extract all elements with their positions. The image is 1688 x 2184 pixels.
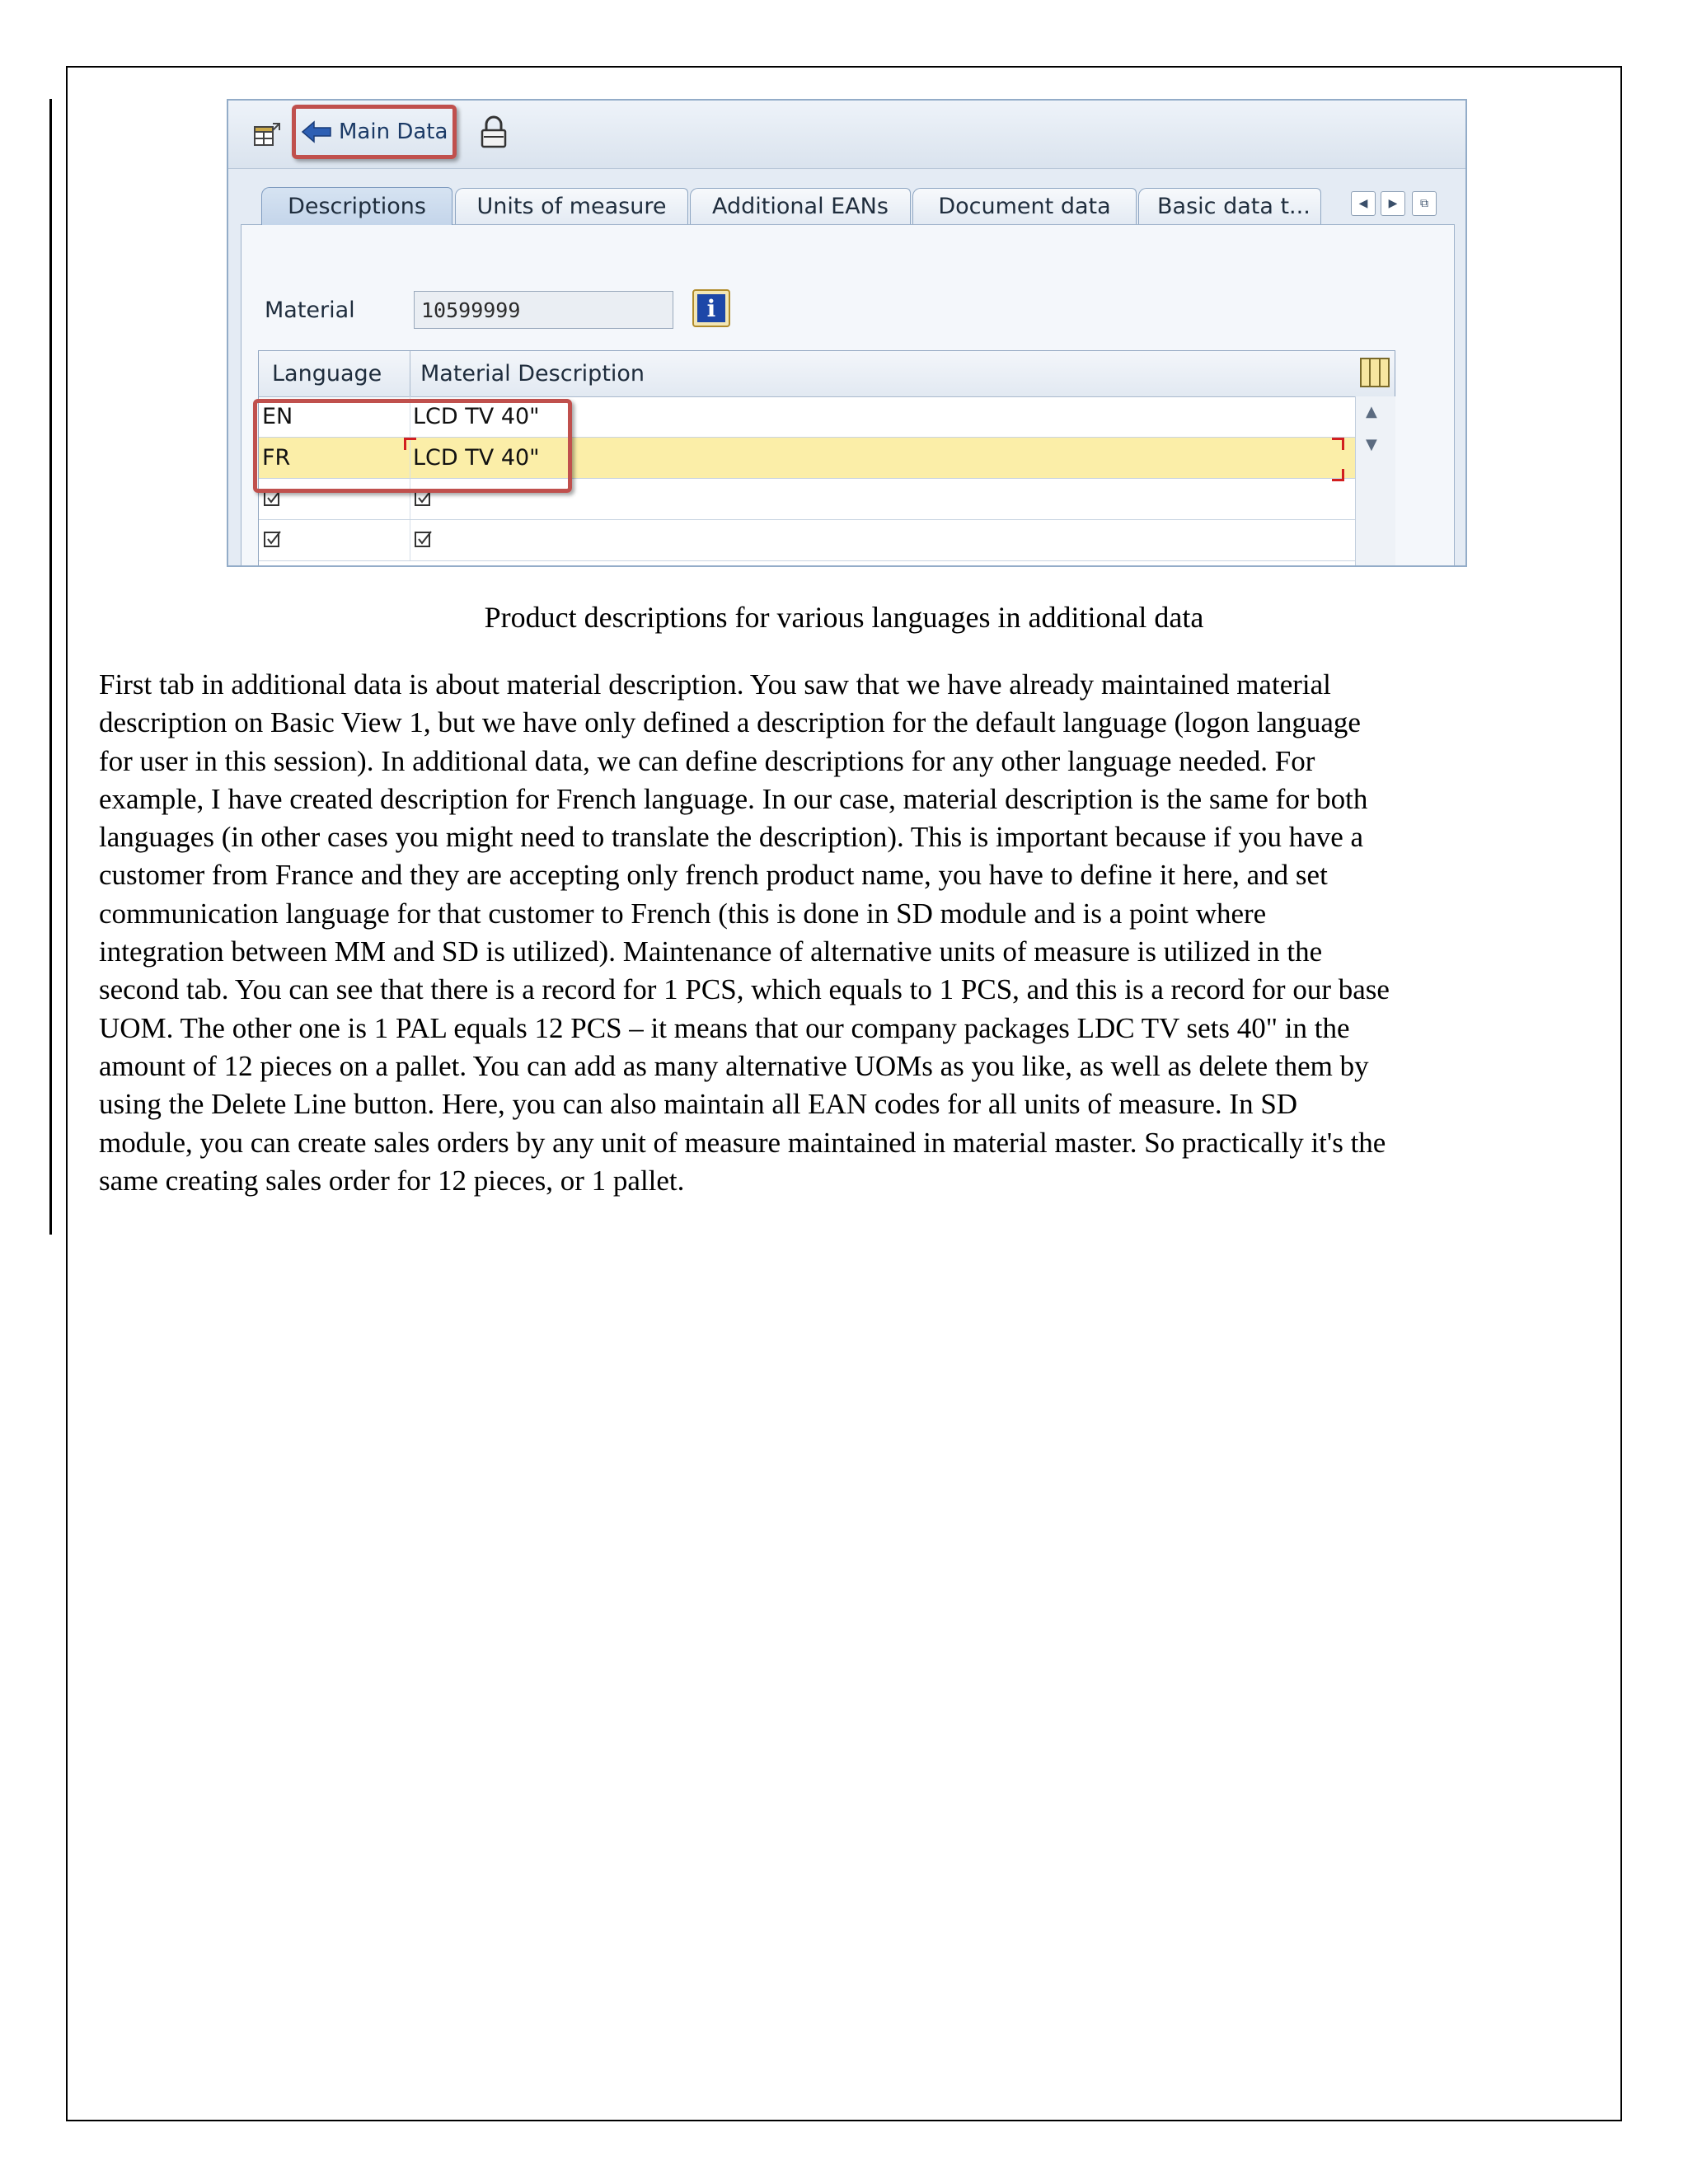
text-line: second tab. You can see that there is a record for 1 PCS, which equals to 1 PCS, and this is a record for our base: [99, 973, 1390, 1006]
row-description[interactable]: LCD TV 40": [413, 445, 540, 471]
table-row[interactable]: [259, 520, 1355, 561]
column-header-description[interactable]: Material Description: [420, 361, 645, 387]
tab-units-of-measure[interactable]: [455, 188, 688, 224]
change-bar: [49, 99, 52, 1235]
text-line: for user in this session). In additional data, we can define descriptions for any other language needed. For: [99, 744, 1315, 777]
application-toolbar: [228, 101, 1465, 169]
descriptions-panel: [241, 224, 1455, 567]
selection-corner: [1332, 438, 1344, 450]
sap-screenshot: [227, 99, 1467, 567]
row-language[interactable]: FR: [262, 445, 291, 471]
tab-descriptions[interactable]: [261, 187, 452, 225]
row-description[interactable]: LCD TV 40": [413, 404, 540, 429]
checkbox-icon[interactable]: [264, 530, 282, 548]
checkbox-icon[interactable]: [415, 530, 433, 548]
tab-strip: [228, 183, 1465, 224]
tab-label: Document data: [938, 194, 1111, 219]
tab-scroll-left-button[interactable]: ◀: [1351, 191, 1376, 216]
text-line: integration between MM and SD is utilized). Maintenance of alternative units of measure is utilized in the: [99, 935, 1323, 968]
tab-label: Units of measure: [476, 194, 667, 219]
tab-document-data[interactable]: [912, 188, 1137, 224]
lock-icon[interactable]: [480, 115, 508, 150]
table-header: [259, 351, 1395, 397]
scroll-down-icon[interactable]: ▼: [1366, 436, 1377, 453]
text-line: example, I have created description for French language. In our case, material description is the same for both: [99, 782, 1368, 815]
text-line: amount of 12 pieces on a pallet. You can add as many alternative UOMs as you like, as well as delete them by: [99, 1049, 1369, 1082]
text-line: using the Delete Line button. Here, you can also maintain all EAN codes for all units of measure. In SD: [99, 1088, 1298, 1121]
tab-label: Basic data t...: [1157, 194, 1311, 219]
info-button[interactable]: [692, 289, 730, 327]
row-language[interactable]: EN: [262, 404, 293, 429]
scroll-up-icon[interactable]: ▲: [1366, 403, 1377, 420]
highlight-language-rows: [253, 399, 572, 493]
tab-additional-eans[interactable]: [690, 188, 911, 224]
info-icon: i: [697, 294, 725, 322]
other-view-icon[interactable]: [253, 120, 283, 148]
material-field[interactable]: 10599999: [414, 291, 673, 329]
column-header-language[interactable]: Language: [272, 361, 382, 387]
table-settings-icon[interactable]: [1360, 358, 1390, 387]
material-label: Material: [265, 298, 355, 323]
text-line: same creating sales order for 12 pieces, or 1 pallet.: [99, 1164, 685, 1197]
tab-basic-data-text[interactable]: [1138, 188, 1321, 224]
main-data-label: Main Data: [339, 120, 448, 144]
figure-caption: Product descriptions for various languages in additional data: [484, 601, 1204, 634]
text-line: module, you can create sales orders by any unit of measure maintained in material master. So practically it's the: [99, 1126, 1386, 1159]
table-scrollbar[interactable]: [1355, 396, 1395, 567]
text-line: customer from France and they are accepting only french product name, you have to define it here, and set: [99, 859, 1328, 892]
text-line: First tab in additional data is about material description. You saw that we have already maintained material: [99, 668, 1331, 701]
tab-label: Descriptions: [288, 194, 426, 219]
selection-corner: [1332, 469, 1344, 481]
text-line: description on Basic View 1, but we have only defined a description for the default language (logon language: [99, 706, 1361, 739]
text-line: communication language for that customer to French (this is done in SD module and is a point where: [99, 897, 1267, 930]
text-line: languages (in other cases you might need to translate the description). This is important because if you have a: [99, 821, 1364, 854]
text-line: UOM. The other one is 1 PAL equals 12 PCS – it means that our company packages LDC TV sets 40" in the: [99, 1011, 1350, 1044]
highlight-main-data: [292, 105, 457, 159]
tab-label: Additional EANs: [712, 194, 889, 219]
tab-list-button[interactable]: ⧉: [1412, 191, 1437, 216]
body-paragraph: [99, 666, 1599, 1200]
tab-scroll-right-button[interactable]: ▶: [1381, 191, 1405, 216]
